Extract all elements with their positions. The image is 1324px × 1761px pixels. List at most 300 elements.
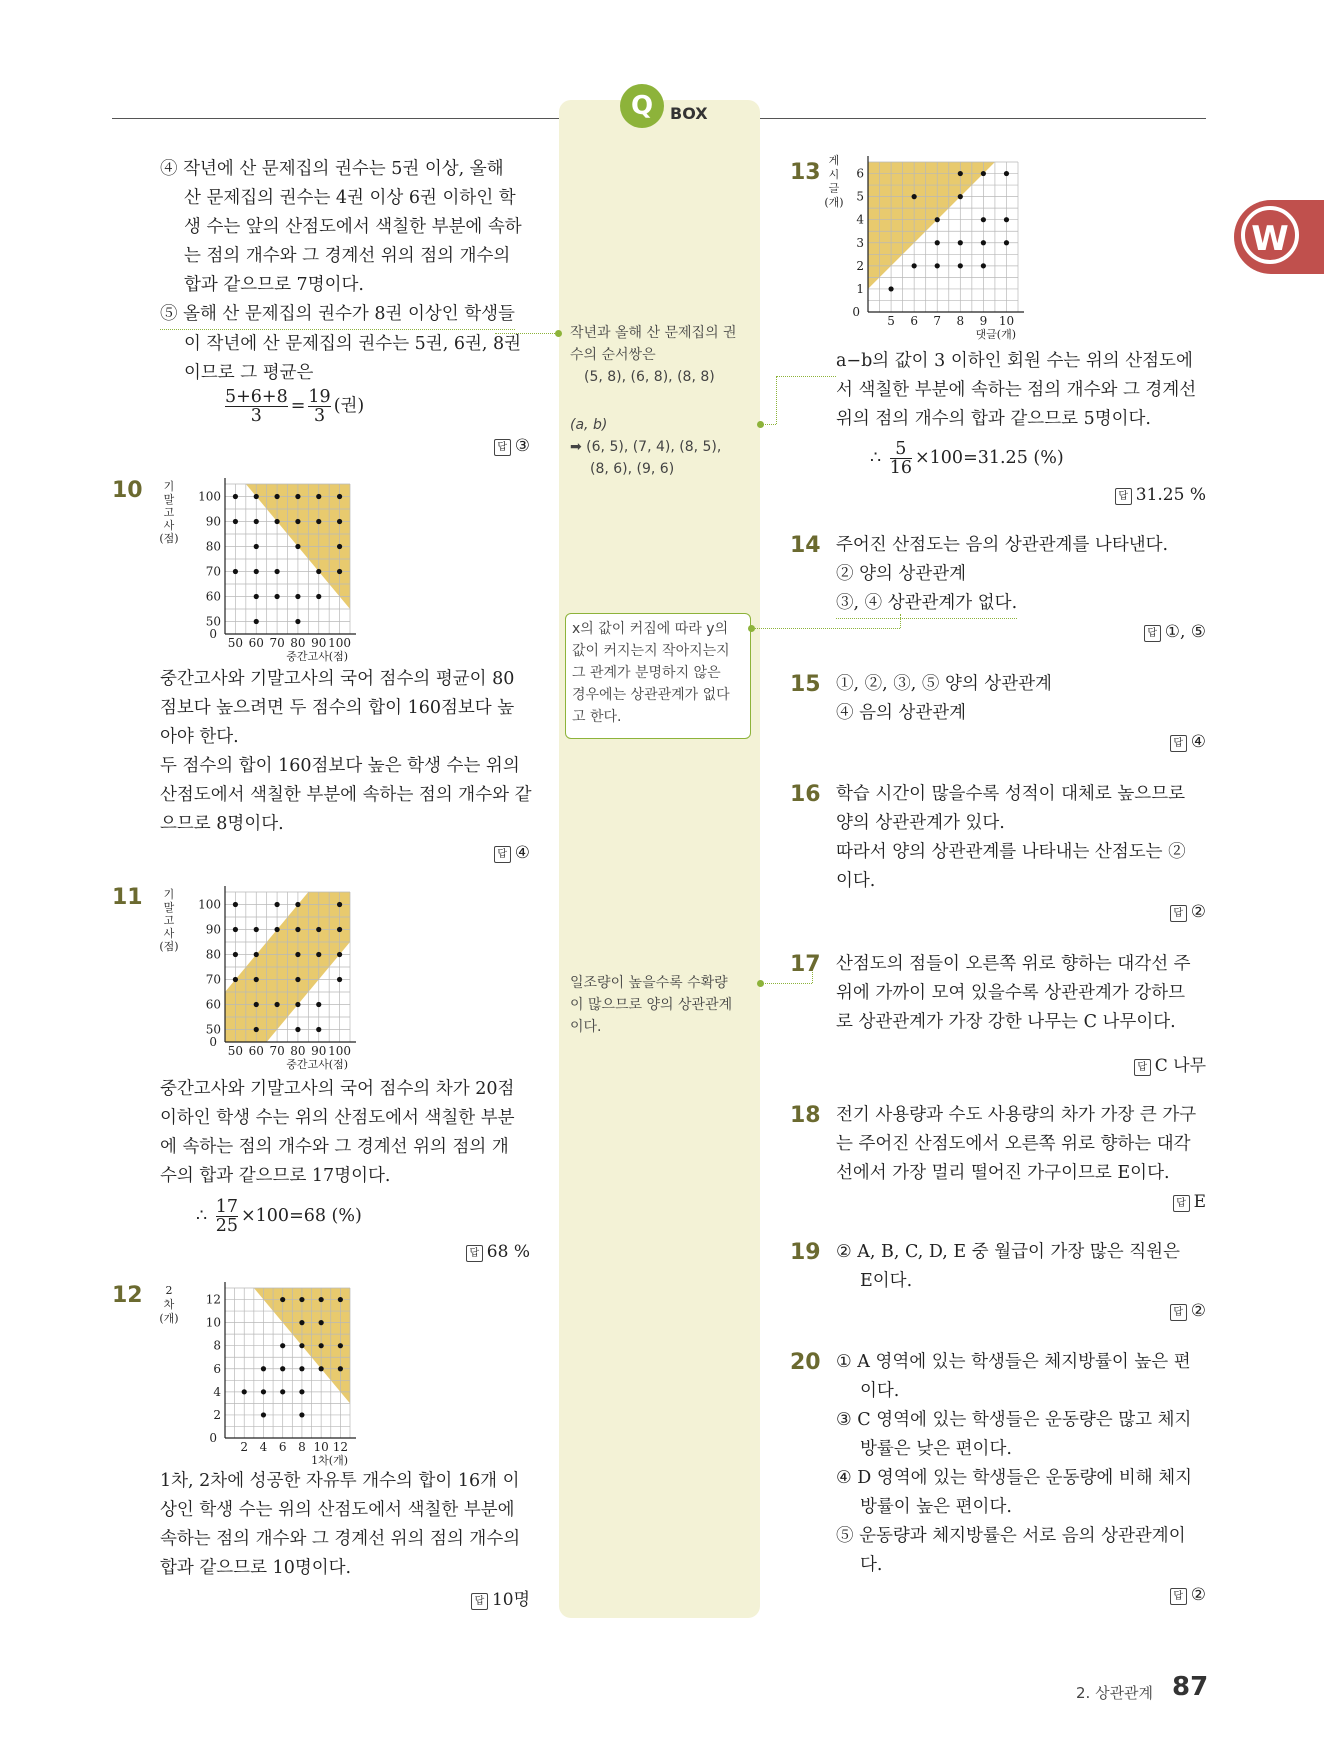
y-tick-label: 12 (205, 1292, 221, 1307)
text-line: 선에서 가장 멀리 떨어진 가구이므로 E이다. (836, 1163, 1170, 1183)
y-axis-label (159, 479, 178, 545)
answer-icon: 답 (1170, 905, 1187, 922)
y-axis-label (159, 1284, 178, 1325)
data-point (274, 1002, 279, 1007)
q10-answer (430, 843, 530, 863)
connector-line (755, 628, 900, 629)
text-line: 산 문제집의 권수는 4권 이상 6권 이하인 학 (184, 188, 516, 208)
y-tick-label: 70 (205, 972, 221, 987)
answer-icon: 답 (1144, 625, 1161, 642)
data-point (261, 1389, 266, 1394)
q11-explanation (160, 1075, 535, 1191)
y-tick-label: 50 (205, 1022, 221, 1037)
text-line: 산점도에서 색칠한 부분에 속하는 점의 개수와 같 (160, 785, 532, 805)
data-point (316, 1027, 321, 1032)
data-point (299, 1366, 304, 1371)
data-point (299, 1412, 304, 1417)
data-point (295, 619, 300, 624)
y-axis-label-part: 고 (163, 914, 175, 927)
q15-explanation (836, 670, 1211, 728)
data-point (958, 194, 963, 199)
answer-value: E (1193, 1192, 1206, 1212)
text-line: 두 점수의 합이 160점보다 높은 학생 수는 위의 (160, 756, 520, 776)
note-line: x의 값이 커짐에 따라 y의 (572, 621, 729, 637)
data-point (338, 1297, 343, 1302)
data-point (233, 519, 238, 524)
q20-answer (1080, 1585, 1206, 1605)
answer-value: 31.25 % (1135, 485, 1206, 505)
answer-icon: 답 (494, 439, 511, 456)
x-tick-label: 70 (269, 636, 285, 650)
y-tick-label: 100 (198, 897, 221, 912)
data-point (254, 594, 259, 599)
y-axis-label-part: 2 (165, 1284, 173, 1297)
fraction (216, 1198, 238, 1235)
text-line: 로 상관관계가 가장 강한 나무는 C 나무이다. (836, 1012, 1176, 1032)
text-line: 으므로 8명이다. (160, 814, 284, 834)
text-line: 1차, 2차에 성공한 자유투 개수의 합이 16개 이 (160, 1471, 520, 1491)
x-tick-label: 2 (240, 1440, 249, 1454)
x-axis-label: 중간고사(점) (286, 1058, 348, 1071)
data-point (912, 194, 917, 199)
text-line: 상인 학생 수는 위의 산점도에서 색칠한 부분에 (160, 1500, 515, 1520)
text-line: 위에 가까이 모여 있을수록 상관관계가 강하므 (836, 983, 1186, 1003)
q12-answer (430, 1585, 530, 1610)
data-point (337, 902, 342, 907)
x-tick-label: 60 (248, 636, 264, 650)
y-tick-label: 2 (213, 1407, 221, 1422)
x-axis-label: 댓글(개) (975, 328, 1016, 341)
text-line: ④ D 영역에 있는 학생들은 운동량에 비해 체지 (836, 1468, 1193, 1488)
data-point (337, 952, 342, 957)
data-point (254, 544, 259, 549)
connector-dot (748, 625, 755, 632)
text-line: 학습 시간이 많을수록 성적이 대체로 높으므로 (836, 784, 1186, 804)
x-tick-label: 100 (328, 1044, 352, 1058)
therefore-sign: ∴ (196, 1206, 208, 1226)
data-point (935, 240, 940, 245)
equals-sign: = (290, 396, 306, 416)
note-line: 그 관계가 분명하지 않은 (572, 665, 721, 681)
connector-line (762, 424, 776, 425)
x-tick-label: 50 (227, 636, 244, 650)
q13-number: 13 (790, 160, 821, 185)
q17-answer (1080, 1051, 1206, 1076)
y-axis-label-part: 차 (163, 1298, 175, 1311)
y-axis-label-part: 사 (163, 519, 175, 532)
text-line: 이 작년에 산 문제집의 권수는 5권, 6권, 8권 (184, 334, 522, 354)
answer-value: C 나무 (1154, 1056, 1206, 1076)
calc-text: ×100=68 (%) (241, 1206, 362, 1226)
data-point (254, 494, 259, 499)
q12-scatter-chart (155, 1282, 365, 1467)
y-tick-label: 10 (205, 1315, 221, 1330)
data-point (319, 1343, 324, 1348)
data-point (233, 494, 238, 499)
fraction (890, 440, 912, 477)
q16-explanation (836, 780, 1211, 896)
note-line: 값이 커지는지 작아지는지 (572, 643, 730, 659)
q15-number: 15 (790, 672, 821, 697)
q18-number: 18 (790, 1103, 821, 1128)
data-point (316, 494, 321, 499)
data-point (981, 263, 986, 268)
text-line: 이다. (836, 871, 876, 891)
data-point (299, 1389, 304, 1394)
q9-answer (430, 436, 530, 456)
q11-number: 11 (112, 885, 143, 910)
answer-icon: 답 (1170, 1588, 1187, 1605)
answer-icon: 답 (471, 1593, 488, 1610)
answer-value: ② (1190, 902, 1206, 922)
x-tick-label: 8 (298, 1440, 306, 1454)
y-tick-label: 80 (205, 947, 221, 962)
note-line: 경우에는 상관관계가 없다 (572, 687, 730, 703)
data-point (254, 569, 259, 574)
denominator: 3 (250, 406, 262, 426)
data-point (958, 263, 963, 268)
footer-section-title: 2. 상관관계 (1076, 1684, 1154, 1702)
q15-answer (1080, 732, 1206, 752)
answer-icon: 답 (1170, 1304, 1187, 1321)
data-point (233, 569, 238, 574)
y-tick-label: 80 (205, 539, 221, 554)
q19-explanation (836, 1238, 1211, 1296)
qbox-label: BOX (670, 104, 708, 123)
data-point (1004, 240, 1009, 245)
text-line: 따라서 양의 상관관계를 나타내는 산점도는 ② (836, 842, 1186, 862)
y-axis-label-part: 게 (828, 154, 840, 167)
data-point (337, 544, 342, 549)
q18-explanation (836, 1101, 1211, 1188)
data-point (338, 1343, 343, 1348)
text-line: 중간고사와 기말고사의 국어 점수의 차가 20점 (160, 1079, 515, 1099)
data-point (274, 569, 279, 574)
data-point (316, 594, 321, 599)
answer-value: ② (1190, 1301, 1206, 1321)
q17-number: 17 (790, 952, 821, 977)
text-line: 주어진 산점도는 음의 상관관계를 나타낸다. (836, 535, 1169, 555)
data-point (337, 519, 342, 524)
data-point (295, 927, 300, 932)
q20-number: 20 (790, 1350, 821, 1375)
q16-number: 16 (790, 782, 821, 807)
data-point (233, 927, 238, 932)
data-point (295, 519, 300, 524)
y-tick-label: 90 (205, 922, 221, 937)
text-line: 위의 점의 개수의 합과 같으므로 5명이다. (836, 409, 1151, 429)
x-axis-label: 중간고사(점) (286, 650, 348, 663)
x-tick-label: 7 (933, 314, 942, 328)
denominator: 16 (889, 458, 912, 478)
data-point (316, 519, 321, 524)
text-line: 방률이 높은 편이다. (860, 1497, 1012, 1517)
note-line: 작년과 올해 산 문제집의 권 (570, 325, 737, 341)
origin-label: 0 (209, 1035, 217, 1049)
q16-answer (1080, 902, 1206, 922)
data-point (981, 240, 986, 245)
data-point (981, 217, 986, 222)
q14-explanation (836, 531, 1211, 619)
answer-icon: 답 (1173, 1195, 1190, 1212)
data-point (261, 1366, 266, 1371)
x-tick-label: 80 (290, 636, 306, 650)
note-line: 고 한다. (572, 709, 622, 725)
x-tick-label: 6 (910, 314, 918, 328)
y-axis-label-part: (점) (159, 532, 179, 545)
data-point (316, 569, 321, 574)
text-line: ⑤ 운동량과 체지방률은 서로 음의 상관관계이 (836, 1526, 1186, 1546)
answer-value: 10명 (491, 1590, 530, 1610)
answer-icon: 답 (1170, 735, 1187, 752)
q9-item4 (160, 155, 530, 388)
text-line: 합과 같으므로 10명이다. (160, 1558, 352, 1578)
y-tick-label: 4 (213, 1384, 221, 1399)
q19-number: 19 (790, 1240, 821, 1265)
numerator: 5 (890, 440, 912, 459)
y-tick-label: 100 (198, 489, 221, 504)
q19-answer (1080, 1301, 1206, 1321)
qbox-badge: Q (620, 84, 664, 128)
y-tick-label: 70 (205, 564, 221, 579)
text-line: 전기 사용량과 수도 사용량의 차가 가장 큰 가구 (836, 1105, 1197, 1125)
x-tick-label: 60 (248, 1044, 264, 1058)
y-axis-label-part: 기 (163, 888, 175, 901)
x-tick-label: 8 (956, 314, 965, 328)
q9-average-formula (222, 388, 364, 425)
text-line: ①, ②, ③, ⑤ 양의 상관관계 (836, 674, 1052, 694)
q11-calculation (196, 1198, 362, 1235)
text-line: E이다. (860, 1271, 913, 1291)
q12-number: 12 (112, 1283, 143, 1308)
data-point (295, 902, 300, 907)
x-tick-label: 80 (290, 1044, 306, 1058)
text-line: 속하는 점의 개수와 그 경계선 위의 점의 개수의 (160, 1529, 521, 1549)
data-point (295, 952, 300, 957)
data-point (254, 952, 259, 957)
answer-icon: 답 (1134, 1059, 1151, 1076)
q13-explanation (836, 347, 1211, 434)
connector-line (776, 376, 777, 424)
y-tick-label: 6 (856, 166, 864, 181)
q14-number: 14 (790, 533, 821, 558)
data-point (888, 286, 893, 291)
y-axis-label-part: 글 (828, 182, 840, 195)
text-line: 에 속하는 점의 개수와 그 경계선 위의 점의 개 (160, 1137, 509, 1157)
x-tick-label: 100 (328, 636, 352, 650)
x-axis-label: 1차(개) (311, 1454, 348, 1467)
data-point (319, 1320, 324, 1325)
text-line: ① A 영역에 있는 학생들은 체지방률이 높은 편 (836, 1352, 1191, 1372)
y-axis-label-part: 말 (163, 493, 175, 506)
y-tick-label: 60 (205, 997, 221, 1012)
text-line: ③, ④ 상관관계가 없다. (836, 589, 1017, 619)
text-line: 산점도의 점들이 오른쪽 위로 향하는 대각선 주 (836, 954, 1191, 974)
answer-icon: 답 (1115, 488, 1132, 505)
fraction (308, 388, 330, 425)
y-tick-label: 2 (856, 258, 864, 273)
data-point (337, 927, 342, 932)
data-point (274, 594, 279, 599)
answer-icon: 답 (466, 1245, 483, 1262)
data-point (280, 1297, 285, 1302)
q11-answer (410, 1242, 530, 1262)
side-tab-logo: W (1241, 206, 1299, 264)
data-point (254, 1002, 259, 1007)
q14-answer (1080, 622, 1206, 642)
text-line: 생 수는 앞의 산점도에서 색칠한 부분에 속하 (184, 217, 522, 237)
y-axis-label-part: 고 (163, 506, 175, 519)
text-line: 서 색칠한 부분에 속하는 점의 개수와 그 경계선 (836, 380, 1197, 400)
x-tick-label: 90 (311, 1044, 327, 1058)
text-line: 다. (860, 1555, 883, 1575)
q13-scatter-chart (824, 152, 1038, 344)
x-tick-label: 4 (259, 1440, 268, 1454)
q13-answer (1080, 485, 1206, 505)
data-point (1004, 217, 1009, 222)
x-tick-label: 90 (311, 636, 327, 650)
data-point (274, 902, 279, 907)
data-point (981, 171, 986, 176)
connector-line (762, 983, 812, 984)
x-tick-label: 10 (313, 1440, 329, 1454)
data-point (295, 1002, 300, 1007)
text-line: 방률은 낮은 편이다. (860, 1439, 1012, 1459)
unit: (권) (333, 396, 365, 416)
text-line: 수의 합과 같으므로 17명이다. (160, 1166, 391, 1186)
origin-label: 0 (209, 1431, 217, 1445)
y-axis-label-part: 말 (163, 901, 175, 914)
text-line: 점보다 높으려면 두 점수의 합이 160점보다 높 (160, 698, 515, 718)
y-tick-label: 90 (205, 514, 221, 529)
y-axis-label-part: 사 (163, 927, 175, 940)
text-line: 합과 같으므로 7명이다. (184, 275, 364, 295)
data-point (337, 977, 342, 982)
qbox-note-4 (570, 972, 755, 1038)
data-point (280, 1389, 285, 1394)
text-line: ② A, B, C, D, E 중 월급이 가장 많은 직원은 (836, 1242, 1180, 1262)
y-axis-label (824, 153, 843, 209)
qbox-note-2 (570, 414, 755, 480)
data-point (274, 927, 279, 932)
text-line: ⑤ 올해 산 문제집의 권수가 8권 이상인 학생들 (160, 300, 515, 330)
q20-explanation (836, 1348, 1211, 1580)
text-line: 이다. (860, 1381, 900, 1401)
x-tick-label: 10 (998, 314, 1015, 328)
answer-value: ② (1190, 1585, 1206, 1605)
answer-value: ③ (514, 436, 530, 456)
y-tick-label: 50 (205, 614, 221, 629)
data-point (254, 619, 259, 624)
data-point (254, 519, 259, 524)
text-line: ④ 음의 상관관계 (836, 703, 967, 723)
data-point (254, 977, 259, 982)
qbox-note-1 (570, 322, 755, 388)
text-line: ② 양의 상관관계 (836, 564, 967, 584)
text-line: 이므로 그 평균은 (184, 363, 314, 383)
note-line: (5, 8), (6, 8), (8, 8) (584, 369, 715, 385)
data-point (295, 494, 300, 499)
x-tick-label: 9 (979, 314, 988, 328)
x-tick-label: 70 (269, 1044, 285, 1058)
y-axis-label (159, 887, 178, 953)
note-line: 수의 순서쌍은 (570, 347, 656, 363)
y-axis-label-part: (점) (159, 940, 179, 953)
qbox-note-3 (565, 613, 751, 739)
x-tick-label: 6 (278, 1440, 287, 1454)
data-point (254, 927, 259, 932)
data-point (295, 594, 300, 599)
data-point (912, 263, 917, 268)
data-point (280, 1343, 285, 1348)
data-point (337, 569, 342, 574)
text-line: 아야 한다. (160, 727, 239, 747)
numerator: 5+6+8 (225, 387, 288, 407)
connector-line (776, 376, 836, 377)
fraction (225, 388, 288, 425)
data-point (295, 977, 300, 982)
data-point (274, 494, 279, 499)
data-point (242, 1389, 247, 1394)
q10-number: 10 (112, 478, 143, 503)
data-point (316, 927, 321, 932)
y-tick-label: 4 (856, 212, 864, 227)
text-line: a−b의 값이 3 이하인 회원 수는 위의 산점도에 (836, 351, 1193, 371)
x-tick-label: 5 (887, 314, 895, 328)
denominator: 25 (215, 1216, 238, 1236)
origin-label: 0 (209, 627, 217, 641)
page-number: 87 (1172, 1672, 1209, 1702)
origin-label: 0 (852, 305, 860, 319)
q11-scatter-chart (155, 886, 365, 1072)
data-point (316, 952, 321, 957)
note-line: (8, 6), (9, 6) (590, 461, 675, 477)
numerator: 17 (215, 1197, 238, 1217)
data-point (958, 171, 963, 176)
x-tick-label: 50 (227, 1044, 244, 1058)
data-point (1004, 171, 1009, 176)
data-point (337, 494, 342, 499)
q10-explanation (160, 665, 535, 839)
text-line: ③ C 영역에 있는 학생들은 운동량은 많고 체지 (836, 1410, 1192, 1430)
text-line: 양의 상관관계가 있다. (836, 813, 1005, 833)
denominator: 3 (313, 406, 326, 426)
q10-scatter-chart (155, 478, 365, 664)
connector-line (495, 333, 557, 334)
data-point (338, 1366, 343, 1371)
text-line: ④ 작년에 산 문제집의 권수는 5권 이상, 올해 (160, 159, 504, 179)
data-point (295, 1027, 300, 1032)
y-tick-label: 1 (856, 281, 864, 296)
data-point (274, 519, 279, 524)
note-line: (a, b) (570, 417, 608, 433)
q18-answer (1080, 1192, 1206, 1212)
data-point (254, 1027, 259, 1032)
data-point (319, 1297, 324, 1302)
text-line: 는 주어진 산점도에서 오른쪽 위로 향하는 대각 (836, 1134, 1191, 1154)
data-point (958, 240, 963, 245)
y-tick-label: 6 (213, 1361, 221, 1376)
y-axis-label-part: (개) (824, 196, 844, 209)
q13-calculation (870, 440, 1064, 477)
data-point (299, 1343, 304, 1348)
answer-icon: 답 (494, 846, 511, 863)
y-axis-label-part: (개) (159, 1312, 179, 1325)
data-point (233, 902, 238, 907)
calc-text: ×100=31.25 (%) (915, 448, 1064, 468)
data-point (261, 1412, 266, 1417)
answer-value: ①, ⑤ (1164, 622, 1206, 642)
